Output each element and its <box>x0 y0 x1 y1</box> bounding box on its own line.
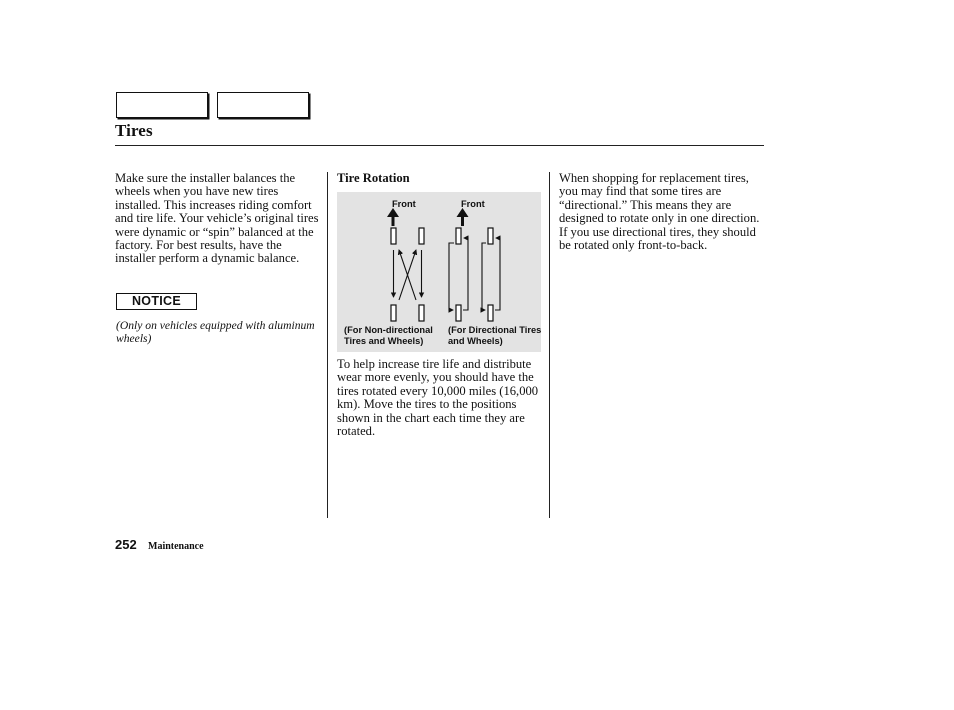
tire-icon <box>391 228 396 244</box>
page-number: 252 <box>115 537 137 552</box>
tire-icon <box>419 228 424 244</box>
tire-icon <box>419 305 424 321</box>
tire-rotation-subheading: Tire Rotation <box>337 171 410 185</box>
column-1-paragraph: Make sure the installer balances the wheels when you have new tires installed. This increases riding comfort and tire life. Your vehicle’s original tires were dynamic or “spin” balanced at the factory. For best results, have the installer perform a dynamic balance. <box>115 171 319 266</box>
column-2-paragraph: To help increase tire life and distribute wear more evenly, you should have the tires rotated every 10,000 miles (16,000 km). Move the tires to the positions shown in the chart each time they are rotated. <box>337 357 539 439</box>
notice-badge: NOTICE <box>116 293 197 310</box>
tire-icon <box>456 228 461 244</box>
caption-directional: (For Directional Tires and Wheels) <box>448 325 542 346</box>
header-tab-box-1 <box>116 92 208 118</box>
aluminum-wheels-note: (Only on vehicles equipped with aluminum wheels) <box>116 319 315 345</box>
column-3-paragraph: When shopping for replacement tires, you may find that some tires are “directional.” This means they are designed to rotate only in one direction. If you use directional tires, they should be rotated only front-to-back. <box>559 171 760 253</box>
column-divider-2 <box>549 172 550 518</box>
title-underline <box>115 145 764 146</box>
tire-rotation-diagram <box>337 192 541 352</box>
section-name: Maintenance <box>148 541 204 552</box>
tire-icon <box>488 228 493 244</box>
front-label-left: Front <box>392 199 416 209</box>
column-2-heading <box>337 172 541 185</box>
caption-non-directional: (For Non-directional Tires and Wheels) <box>344 325 433 346</box>
tire-icon <box>456 305 461 321</box>
tire-icon <box>488 305 493 321</box>
tire-icon <box>391 305 396 321</box>
header-tab-box-2 <box>217 92 309 118</box>
page-title: Tires <box>115 121 153 140</box>
front-label-right: Front <box>461 199 485 209</box>
column-divider-1 <box>327 172 328 518</box>
